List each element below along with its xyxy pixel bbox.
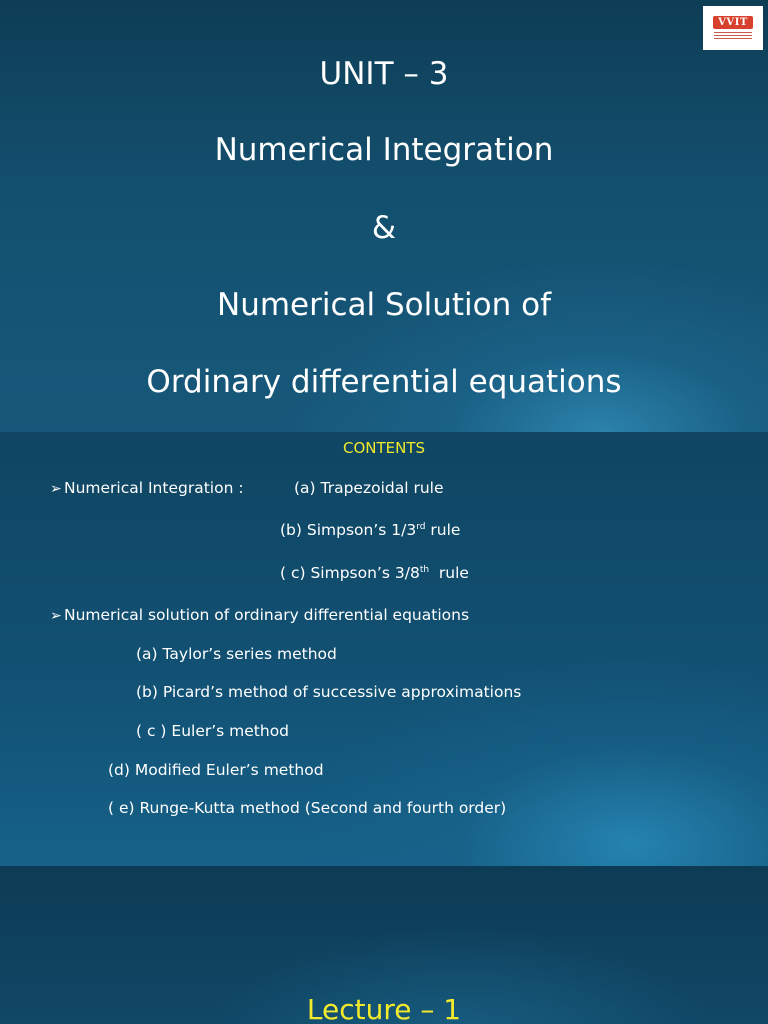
college-logo (703, 6, 763, 50)
integration-item-b-suffix: rule (425, 521, 461, 539)
integration-item-c-suffix: rule (429, 564, 469, 582)
integration-item-a: (a) Trapezoidal rule (294, 479, 444, 497)
arrow-bullet-icon: ➢ (50, 608, 62, 624)
topic-integration: Numerical Integration (214, 132, 554, 168)
ode-item-a: (a) Taylor’s series method (136, 645, 337, 663)
bullet-integration (50, 478, 244, 499)
arrow-bullet-icon: ➢ (50, 481, 62, 497)
logo-tagline-lines (714, 32, 752, 40)
ode-item-c: ( c ) Euler’s method (136, 722, 290, 740)
title-slide (0, 0, 768, 432)
contents-slide (0, 432, 768, 866)
integration-item-c (280, 563, 469, 583)
lecture-slide (0, 866, 768, 1024)
topic-ode: Ordinary differential equations (146, 364, 622, 400)
ode-item-d: (d) Modified Euler’s method (108, 761, 324, 779)
topic-ampersand: & (371, 210, 397, 246)
integration-item-b-sup: rd (416, 521, 426, 532)
ode-item-e: ( e) Runge-Kutta method (Second and fourth order) (108, 799, 507, 817)
integration-item-c-text: ( c) Simpson’s 3/8 (280, 564, 420, 582)
ode-item-b: (b) Picard’s method of successive approximations (136, 683, 522, 701)
integration-item-c-sup: th (419, 564, 430, 575)
integration-item-b-text: (b) Simpson’s 1/3 (280, 521, 417, 539)
integration-item-b (280, 520, 460, 540)
lecture-title: Lecture – 1 (306, 993, 462, 1024)
unit-title: UNIT – 3 (319, 56, 449, 92)
logo-mark: VVIT (713, 16, 753, 29)
ode-label: Numerical solution of ordinary differential equations (64, 606, 470, 624)
integration-label: Numerical Integration : (64, 479, 244, 497)
topic-solution: Numerical Solution of (217, 287, 551, 323)
bullet-ode (50, 605, 469, 626)
contents-heading: CONTENTS (342, 439, 426, 457)
